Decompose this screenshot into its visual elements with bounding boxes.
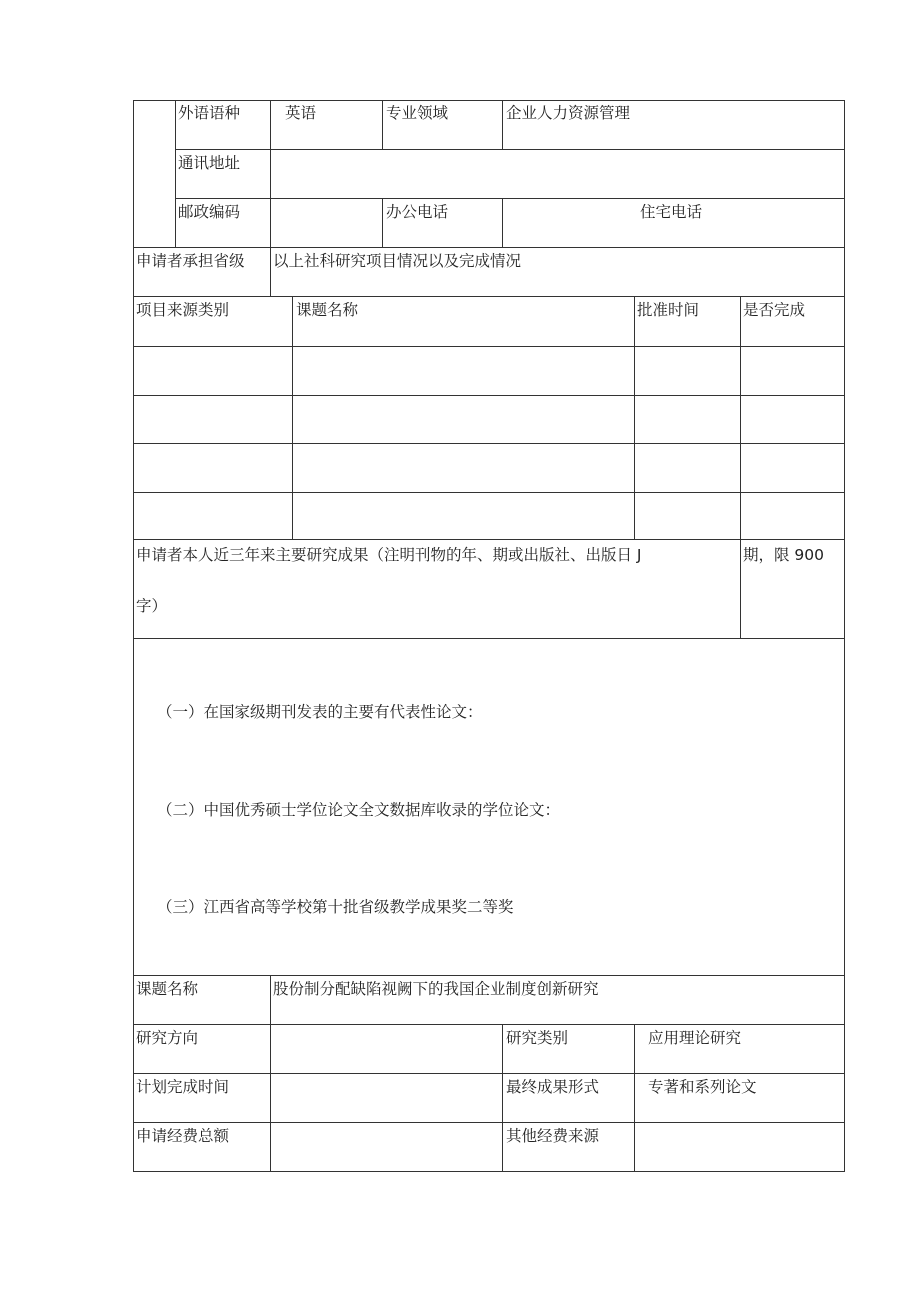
rule bbox=[292, 296, 293, 540]
rule bbox=[133, 1171, 845, 1172]
rule bbox=[133, 539, 845, 540]
achievement-item: （三）江西省高等学校第十批省级教学成果奖二等奖 bbox=[157, 898, 514, 916]
rule bbox=[175, 198, 845, 199]
rule bbox=[133, 296, 845, 297]
column-header-source: 项目来源类别 bbox=[136, 301, 230, 319]
topic-name-label: 课题名称 bbox=[136, 980, 199, 998]
rule bbox=[133, 492, 845, 493]
other-funds-label: 其他经费来源 bbox=[506, 1127, 600, 1145]
final-form-label: 最终成果形式 bbox=[506, 1078, 600, 1096]
achievements-heading-right: 期，限 900 bbox=[743, 546, 825, 564]
plan-time-label: 计划完成时间 bbox=[136, 1078, 230, 1096]
column-header-approval-time: 批准时间 bbox=[637, 301, 700, 319]
rule bbox=[634, 296, 635, 540]
rule bbox=[133, 638, 845, 639]
rule bbox=[133, 1073, 845, 1074]
projects-heading-text: 以上社科研究项目情况以及完成情况 bbox=[273, 252, 522, 270]
rule bbox=[502, 1024, 503, 1172]
rule bbox=[133, 1024, 845, 1025]
rule bbox=[740, 296, 741, 639]
achievement-item: （一）在国家级期刊发表的主要有代表性论文： bbox=[157, 703, 483, 721]
achievement-item: （二）中国优秀硕士学位论文全文数据库收录的学位论文： bbox=[157, 801, 561, 819]
rule bbox=[175, 149, 845, 150]
specialty-label: 专业领域 bbox=[386, 104, 449, 122]
office-phone-label: 办公电话 bbox=[386, 203, 449, 221]
rule bbox=[133, 443, 845, 444]
rule bbox=[133, 975, 845, 976]
home-phone-label: 住宅电话 bbox=[640, 203, 703, 221]
rule bbox=[270, 975, 271, 1172]
postcode-label: 邮政编码 bbox=[178, 203, 241, 221]
rule bbox=[502, 100, 503, 149]
rule bbox=[133, 100, 845, 101]
foreign-language-label: 外语语种 bbox=[178, 104, 241, 122]
rule bbox=[844, 100, 845, 1172]
final-form-value: 专著和系列论文 bbox=[648, 1078, 757, 1096]
achievements-heading-line2: 字） bbox=[136, 597, 168, 615]
rule bbox=[382, 198, 383, 247]
funds-label: 申请经费总额 bbox=[136, 1127, 230, 1145]
rule bbox=[133, 395, 845, 396]
rule bbox=[502, 198, 503, 247]
rule bbox=[382, 100, 383, 149]
specialty-value: 企业人力资源管理 bbox=[506, 104, 631, 122]
topic-name-value: 股份制分配缺陷视阙下的我国企业制度创新研究 bbox=[273, 980, 599, 998]
projects-heading-label: 申请者承担省级 bbox=[136, 252, 245, 270]
rule bbox=[133, 247, 845, 248]
research-category-value: 应用理论研究 bbox=[648, 1029, 742, 1047]
rule bbox=[270, 100, 271, 297]
research-direction-label: 研究方向 bbox=[136, 1029, 199, 1047]
foreign-language-value: 英语 bbox=[285, 104, 317, 122]
column-header-title: 课题名称 bbox=[296, 301, 359, 319]
rule bbox=[133, 1122, 845, 1123]
rule bbox=[175, 100, 176, 248]
research-category-label: 研究类别 bbox=[506, 1029, 569, 1047]
address-label: 通讯地址 bbox=[178, 154, 241, 172]
rule bbox=[133, 346, 845, 347]
column-header-completed: 是否完成 bbox=[743, 301, 806, 319]
achievements-heading-line1: 申请者本人近三年来主要研究成果（注明刊物的年、期或出版社、出版日 J bbox=[136, 546, 642, 564]
rule bbox=[133, 100, 134, 1172]
rule bbox=[634, 1024, 635, 1172]
